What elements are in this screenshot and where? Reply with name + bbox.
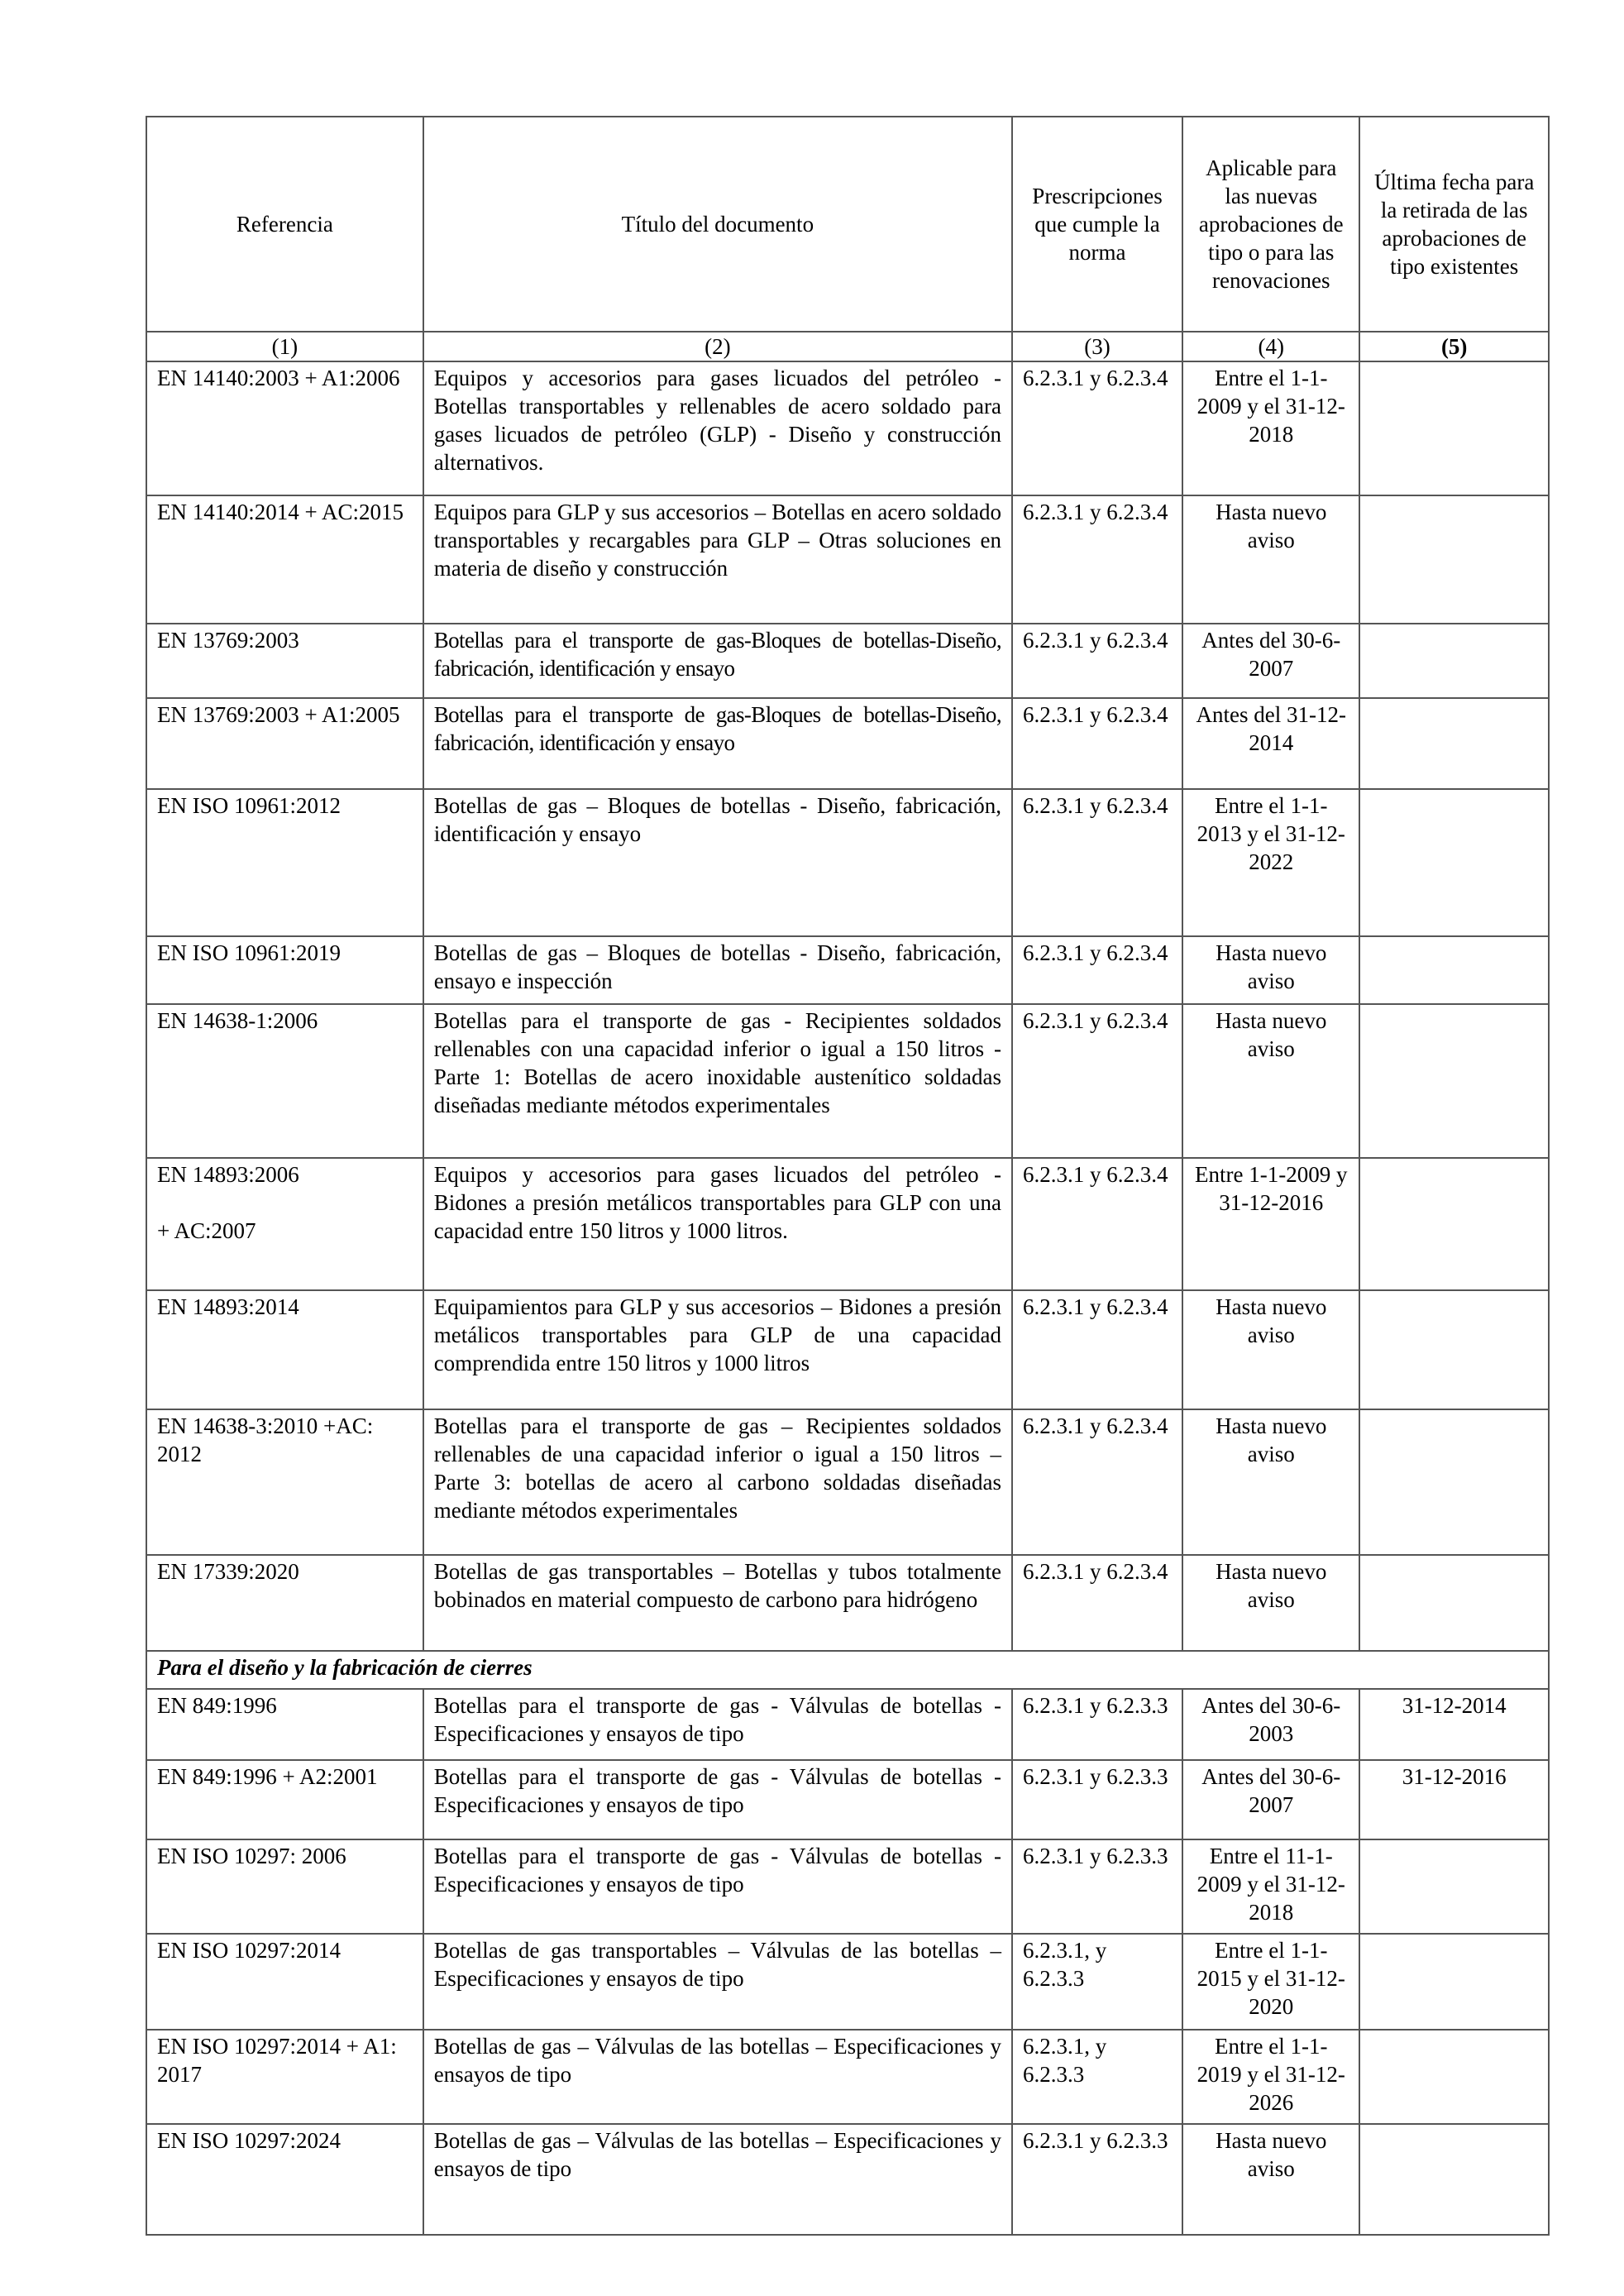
reference-cell (146, 1555, 423, 1651)
table-row (146, 1158, 1549, 1290)
applicable-cell: Hasta nuevo aviso (1182, 936, 1359, 1004)
table-row (146, 2124, 1549, 2235)
column-number-row (146, 332, 1549, 361)
document-title-cell: Equipamientos para GLP y sus accesorios – Bidones a presión metálicos transportables para GLP de una capacidad comprendida entre 150 litros y 1000 litros (423, 1290, 1012, 1409)
reference-cell (146, 2030, 423, 2124)
document-title-cell: Botellas para el transporte de gas - Recipientes soldados rellenables con una capacidad inferior o igual a 150 litros - Parte 1: Botellas de acero inoxidable austenítico soldadas diseñadas mediante métodos experimentales (423, 1004, 1012, 1158)
reference-text: EN 14140:2014 + AC:2015 (157, 500, 404, 524)
applicable-cell: Hasta nuevo aviso (1182, 1290, 1359, 1409)
reference-text: EN 13769:2003 (157, 628, 299, 653)
column-number: (3) (1012, 332, 1182, 361)
reference-cell (146, 495, 423, 624)
document-title-cell: Botellas de gas transportables – Válvulas de las botellas – Especificaciones y ensayos de tipo (423, 1934, 1012, 2030)
document-title-cell: Botellas para el transporte de gas - Válvulas de botellas - Especificaciones y ensayos de tipo (423, 1839, 1012, 1934)
table-row (146, 1760, 1549, 1839)
document-title-cell: Equipos y accesorios para gases licuados del petróleo - Bidones a presión metálicos transportables para GLP con una capacidad entre 150 litros y 1000 litros. (423, 1158, 1012, 1290)
requirements-cell: 6.2.3.1 y 6.2.3.4 (1012, 1555, 1182, 1651)
applicable-cell: Entre el 1-1-2009 y el 31-12-2018 (1182, 361, 1359, 495)
applicable-cell: Entre el 1-1-2013 y el 31-12-2022 (1182, 789, 1359, 936)
withdrawal-date-cell (1359, 2124, 1549, 2235)
spacer (157, 1189, 413, 1217)
header-applicable: Aplicable para las nuevas aprobaciones de tipo o para las renovaciones (1182, 117, 1359, 332)
table-row (146, 1934, 1549, 2030)
document-title-cell: Botellas de gas transportables – Botellas y tubos totalmente bobinados en material compuesto de carbono para hidrógeno (423, 1555, 1012, 1651)
column-number: (2) (423, 332, 1012, 361)
withdrawal-date-cell: 31-12-2014 (1359, 1689, 1549, 1760)
table-row (146, 1689, 1549, 1760)
requirements-cell: 6.2.3.1 y 6.2.3.4 (1012, 624, 1182, 698)
reference-cell (146, 1760, 423, 1839)
applicable-cell: Entre el 1-1-2015 y el 31-12-2020 (1182, 1934, 1359, 2030)
section-header-row (146, 1651, 1549, 1689)
applicable-cell: Entre 1-1-2009 y 31-12-2016 (1182, 1158, 1359, 1290)
table-row (146, 936, 1549, 1004)
reference-text: EN 849:1996 + A2:2001 (157, 1764, 378, 1789)
applicable-cell: Hasta nuevo aviso (1182, 2124, 1359, 2235)
document-title-cell: Equipos para GLP y sus accesorios – Botellas en acero soldado transportables y recargables para GLP – Otras soluciones en materia de diseño y construcción (423, 495, 1012, 624)
table-row (146, 361, 1549, 495)
table-row (146, 2030, 1549, 2124)
requirements-cell: 6.2.3.1 y 6.2.3.4 (1012, 1290, 1182, 1409)
withdrawal-date-cell (1359, 936, 1549, 1004)
document-title-cell: Botellas para el transporte de gas-Bloques de botellas-Diseño, fabricación, identificación y ensayo (423, 624, 1012, 698)
table-row (146, 624, 1549, 698)
withdrawal-date-cell: 31-12-2016 (1359, 1760, 1549, 1839)
withdrawal-date-cell (1359, 1555, 1549, 1651)
column-number: (4) (1182, 332, 1359, 361)
standards-table (146, 116, 1550, 2236)
withdrawal-date-cell (1359, 1934, 1549, 2030)
reference-text: EN ISO 10297:2014 (157, 1938, 341, 1963)
applicable-cell: Antes del 30-6-2003 (1182, 1689, 1359, 1760)
withdrawal-date-cell (1359, 495, 1549, 624)
reference-text: EN ISO 10961:2019 (157, 940, 341, 965)
applicable-cell: Hasta nuevo aviso (1182, 1409, 1359, 1555)
withdrawal-date-cell (1359, 698, 1549, 789)
table-row (146, 698, 1549, 789)
document-title-cell: Botellas para el transporte de gas - Válvulas de botellas - Especificaciones y ensayos de tipo (423, 1760, 1012, 1839)
reference-text: EN ISO 10297:2014 + A1: 2017 (157, 2034, 397, 2087)
withdrawal-date-cell (1359, 2030, 1549, 2124)
reference-cell (146, 1689, 423, 1760)
requirements-cell: 6.2.3.1 y 6.2.3.3 (1012, 1689, 1182, 1760)
reference-amendment-text: + AC:2007 (157, 1218, 256, 1243)
reference-text: EN ISO 10297:2024 (157, 2128, 341, 2153)
section-title: Para el diseño y la fabricación de cierres (146, 1651, 1549, 1689)
withdrawal-date-cell (1359, 1839, 1549, 1934)
document-title-cell: Botellas de gas – Bloques de botellas - Diseño, fabricación, identificación y ensayo (423, 789, 1012, 936)
header-document-title: Título del documento (423, 117, 1012, 332)
requirements-cell: 6.2.3.1 y 6.2.3.4 (1012, 698, 1182, 789)
table-row (146, 789, 1549, 936)
table-row (146, 1290, 1549, 1409)
reference-cell (146, 1934, 423, 2030)
document-title-cell: Equipos y accesorios para gases licuados del petróleo - Botellas transportables y rellenables de acero soldado para gases licuados de petróleo (GLP) - Diseño y construcción alternativos. (423, 361, 1012, 495)
applicable-cell: Antes del 30-6-2007 (1182, 1760, 1359, 1839)
requirements-cell: 6.2.3.1 y 6.2.3.4 (1012, 1158, 1182, 1290)
applicable-cell: Hasta nuevo aviso (1182, 495, 1359, 624)
document-title-cell: Botellas para el transporte de gas - Válvulas de botellas - Especificaciones y ensayos de tipo (423, 1689, 1012, 1760)
reference-text: EN 849:1996 (157, 1693, 277, 1718)
document-title-cell: Botellas de gas – Válvulas de las botellas – Especificaciones y ensayos de tipo (423, 2030, 1012, 2124)
reference-text: EN 14893:2014 (157, 1294, 299, 1319)
reference-text: EN 14638-1:2006 (157, 1008, 318, 1033)
applicable-cell: Antes del 30-6-2007 (1182, 624, 1359, 698)
table-row (146, 1409, 1549, 1555)
applicable-cell: Hasta nuevo aviso (1182, 1004, 1359, 1158)
requirements-cell: 6.2.3.1, y 6.2.3.3 (1012, 2030, 1182, 2124)
table-row (146, 495, 1549, 624)
reference-cell (146, 624, 423, 698)
withdrawal-date-cell (1359, 1004, 1549, 1158)
document-title-cell: Botellas para el transporte de gas – Recipientes soldados rellenables de una capacidad inferior o igual a 150 litros – Parte 3: botellas de acero al carbono soldadas diseñadas mediante métodos experimentales (423, 1409, 1012, 1555)
requirements-cell: 6.2.3.1 y 6.2.3.4 (1012, 361, 1182, 495)
requirements-cell: 6.2.3.1 y 6.2.3.4 (1012, 1409, 1182, 1555)
table-row (146, 1839, 1549, 1934)
reference-cell (146, 361, 423, 495)
reference-text: EN 14638-3:2010 +AC: 2012 (157, 1413, 374, 1466)
document-title-cell: Botellas de gas – Válvulas de las botellas – Especificaciones y ensayos de tipo (423, 2124, 1012, 2235)
reference-cell (146, 698, 423, 789)
requirements-cell: 6.2.3.1 y 6.2.3.3 (1012, 1760, 1182, 1839)
withdrawal-date-cell (1359, 789, 1549, 936)
reference-cell (146, 1290, 423, 1409)
requirements-cell: 6.2.3.1 y 6.2.3.3 (1012, 1839, 1182, 1934)
reference-text: EN ISO 10297: 2006 (157, 1844, 346, 1868)
applicable-cell: Hasta nuevo aviso (1182, 1555, 1359, 1651)
reference-cell (146, 2124, 423, 2235)
reference-text: EN 14140:2003 + A1:2006 (157, 366, 400, 390)
requirements-cell: 6.2.3.1 y 6.2.3.4 (1012, 1004, 1182, 1158)
reference-cell (146, 936, 423, 1004)
withdrawal-date-cell (1359, 1290, 1549, 1409)
applicable-cell: Entre el 11-1-2009 y el 31-12-2018 (1182, 1839, 1359, 1934)
requirements-cell: 6.2.3.1 y 6.2.3.4 (1012, 495, 1182, 624)
withdrawal-date-cell (1359, 361, 1549, 495)
table-row (146, 1555, 1549, 1651)
withdrawal-date-cell (1359, 1158, 1549, 1290)
document-title-cell: Botellas para el transporte de gas-Bloques de botellas-Diseño, fabricación, identificación y ensayo (423, 698, 1012, 789)
requirements-cell: 6.2.3.1 y 6.2.3.4 (1012, 936, 1182, 1004)
requirements-cell: 6.2.3.1 y 6.2.3.4 (1012, 789, 1182, 936)
document-title-cell: Botellas de gas – Bloques de botellas - Diseño, fabricación, ensayo e inspección (423, 936, 1012, 1004)
withdrawal-date-cell (1359, 1409, 1549, 1555)
requirements-cell: 6.2.3.1, y 6.2.3.3 (1012, 1934, 1182, 2030)
applicable-cell: Entre el 1-1-2019 y el 31-12-2026 (1182, 2030, 1359, 2124)
reference-text: EN ISO 10961:2012 (157, 793, 341, 818)
header-row (146, 117, 1549, 332)
header-requirements: Prescripciones que cumple la norma (1012, 117, 1182, 332)
reference-cell (146, 789, 423, 936)
reference-cell (146, 1004, 423, 1158)
reference-cell (146, 1839, 423, 1934)
column-number: (1) (146, 332, 423, 361)
reference-text: EN 17339:2020 (157, 1559, 299, 1584)
reference-cell (146, 1409, 423, 1555)
requirements-cell: 6.2.3.1 y 6.2.3.3 (1012, 2124, 1182, 2235)
reference-cell (146, 1158, 423, 1290)
column-number: (5) (1359, 332, 1549, 361)
reference-text: EN 13769:2003 + A1:2005 (157, 702, 400, 727)
header-withdrawal-date: Última fecha para la retirada de las aprobaciones de tipo existentes (1359, 117, 1549, 332)
withdrawal-date-cell (1359, 624, 1549, 698)
reference-text: EN 14893:2006 (157, 1162, 299, 1187)
header-reference: Referencia (146, 117, 423, 332)
applicable-cell: Antes del 31-12-2014 (1182, 698, 1359, 789)
table-row (146, 1004, 1549, 1158)
